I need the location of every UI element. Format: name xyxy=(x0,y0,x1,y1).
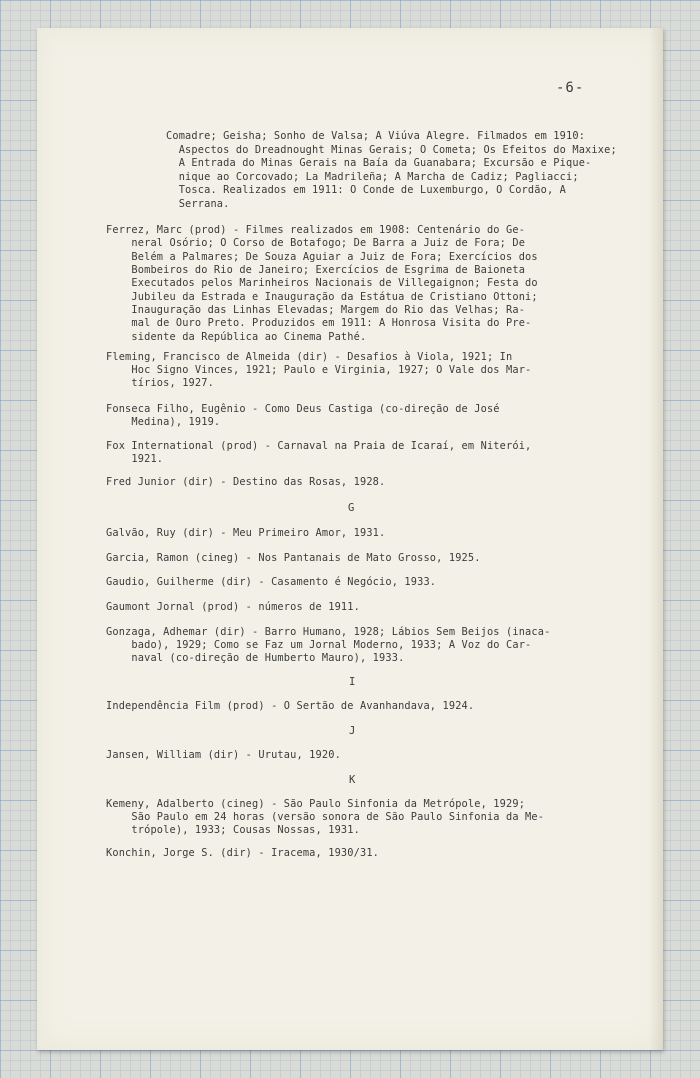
entry-garcia: Garcia, Ramon (cineg) - Nos Pantanais de Mato Grosso, 1925. xyxy=(106,552,481,564)
section-heading-i: I xyxy=(349,676,356,688)
entry-konchin: Konchin, Jorge S. (dir) - Iracema, 1930/31. xyxy=(106,847,380,859)
entry-ferrez: Ferrez, Marc (prod) - Filmes realizados em 1908: Centenário do Ge- neral Osório; O Corso de Botafogo; De Barra a Juiz de Fora; De Belém a Palmares; De Souza Aguiar a Juiz de Fora; Exercícios dos Bombeiros do Rio de Janeiro; Exercícios de Esgrima de Baioneta Executados pelos Marinheiros Nacionais de Villegaignon; Festa do Jubileu da Estrada e Inauguração da Estátua de Cristiano Ottoni; Inauguração das Linhas Elevadas; Margem do Rio das Velhas; Ra- mal de Ouro Preto. Produzidos em 1911: A Honrosa Visita do Pre- sidente da República ao Cinema Pathé. xyxy=(106,224,538,343)
entry-continuation: Comadre; Geisha; Sonho de Valsa; A Viúva Alegre. Filmados em 1910: Aspectos do Dreadnought Minas Gerais; O Cometa; Os Efeitos do Maxixe; A Entrada do Minas Gerais na Baía da Guanabara; Excursão e Pique- nique ao Corcovado; La Madrileña; A Marcha de Cadiz; Pagliacci; Tosca. Realizados em 1911: O Conde de Luxemburgo, O Cordão, A Serrana. xyxy=(166,130,617,210)
page-number: -6- xyxy=(556,80,585,96)
section-heading-k: K xyxy=(349,774,356,786)
section-heading-g: G xyxy=(348,502,355,514)
entry-jansen: Jansen, William (dir) - Urutau, 1920. xyxy=(106,749,341,761)
section-heading-j: J xyxy=(349,725,356,737)
entry-kemeny: Kemeny, Adalberto (cineg) - São Paulo Sinfonia da Metrópole, 1929; São Paulo em 24 horas (versão sonora de São Paulo Sinfonia da Me- trópole), 1933; Cousas Nossas, 1931. xyxy=(106,798,545,837)
entry-gonzaga: Gonzaga, Adhemar (dir) - Barro Humano, 1928; Lábios Sem Beijos (inaca- bado), 1929; Como se Faz um Jornal Moderno, 1933; A Voz do Car- naval (co-direção de Humberto Mauro), 1933. xyxy=(106,626,551,665)
entry-independencia: Independência Film (prod) - O Sertão de Avanhandava, 1924. xyxy=(106,700,475,712)
entry-fox: Fox International (prod) - Carnaval na Praia de Icaraí, em Niterói, 1921. xyxy=(106,440,532,466)
entry-fleming: Fleming, Francisco de Almeida (dir) - Desafios à Viola, 1921; In Hoc Signo Vinces, 1921; Paulo e Virginia, 1927; O Vale dos Mar- tírios, 1927. xyxy=(106,351,532,390)
sheet-edge-shadow xyxy=(649,28,663,1050)
entry-gaumont: Gaumont Jornal (prod) - números de 1911. xyxy=(106,601,360,613)
entry-galvao: Galvão, Ruy (dir) - Meu Primeiro Amor, 1931. xyxy=(106,527,386,539)
entry-fred: Fred Junior (dir) - Destino das Rosas, 1928. xyxy=(106,476,386,488)
entry-gaudio: Gaudio, Guilherme (dir) - Casamento é Negócio, 1933. xyxy=(106,576,437,588)
entry-fonseca: Fonseca Filho, Eugênio - Como Deus Castiga (co-direção de José Medina), 1919. xyxy=(106,403,500,429)
